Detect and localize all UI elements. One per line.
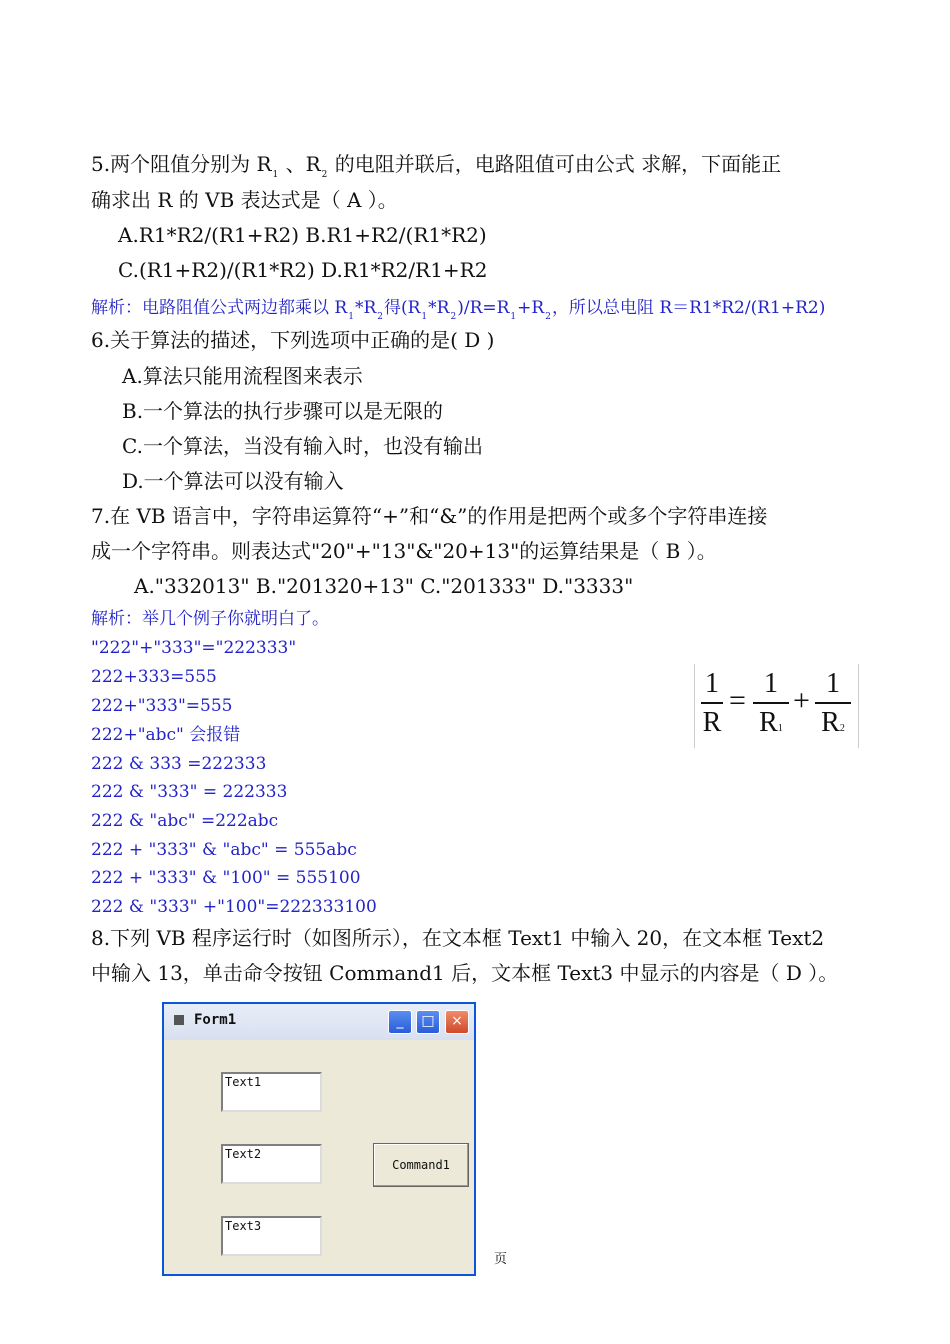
q5-options-ab: A.R1*R2/(R1+R2) B.R1+R2/(R1*R2) <box>118 223 487 247</box>
text2-textbox[interactable]: Text2 <box>221 1144 322 1184</box>
form-icon <box>174 1015 184 1025</box>
q5-line1 <box>91 150 781 189</box>
expl-text: *R <box>428 298 450 318</box>
expl-text: *R <box>354 298 377 318</box>
expl-text: )/R=R <box>457 298 510 318</box>
expl-text: 得(R <box>383 298 421 318</box>
parallel-resistance-formula <box>694 664 859 748</box>
numerator: 1 <box>826 668 840 699</box>
subscript: 1 <box>348 312 354 322</box>
subscript: 1 <box>272 170 279 180</box>
q5-line2: 确求出 R 的 VB 表达式是（ A ）。 <box>91 188 398 212</box>
numerator: 1 <box>705 668 719 699</box>
q7-expl-3: 222+"333"=555 <box>91 696 233 716</box>
q8-line2: 中输入 13，单击命令按钮 Command1 后，文本框 Text3 中显示的内容是（ D ）。 <box>91 961 839 985</box>
q6-stem: 6.关于算法的描述，下列选项中正确的是( D ) <box>91 328 495 352</box>
fraction-bar <box>701 702 723 704</box>
minimize-button[interactable]: _ <box>388 1010 412 1034</box>
subscript: 1 <box>777 723 783 734</box>
command1-button[interactable]: Command1 <box>373 1143 469 1187</box>
subscript: 1 <box>421 312 428 322</box>
plus-sign: + <box>793 684 810 717</box>
vb-form-window <box>162 1002 476 1276</box>
denominator: R <box>702 707 722 738</box>
subscript: 2 <box>450 312 457 322</box>
q7-expl-8: 222 + "333" & "abc" = 555abc <box>91 840 357 860</box>
q5-text: 的电阻并联后，电路阻值可由公式 求解，下面能正 <box>328 152 782 176</box>
q7-expl-2: 222+333=555 <box>91 667 217 687</box>
subscript: 1 <box>510 312 517 322</box>
q6-option-d: D.一个算法可以没有输入 <box>122 469 344 493</box>
expl-text: +R <box>517 298 545 318</box>
q7-expl-0: 解析：举几个例子你就明白了。 <box>91 609 329 629</box>
q7-expl-10: 222 & "333" +"100"=222333100 <box>91 897 377 917</box>
denominator <box>815 706 851 746</box>
q7-expl-4: 222+"abc" 会报错 <box>91 725 241 745</box>
window-title: Form1 <box>194 1012 237 1028</box>
denominator <box>753 706 789 746</box>
numerator: 1 <box>764 668 778 699</box>
q7-line1: 7.在 VB 语言中，字符串运算符“+”和“&”的作用是把两个或多个字符串连接 <box>91 504 768 528</box>
q7-expl-5: 222 & 333 =222333 <box>91 754 267 774</box>
q5-text: 5.两个阻值分别为 R <box>91 152 272 176</box>
fraction-1-over-r <box>701 668 723 740</box>
q5-text: 、R <box>279 152 321 176</box>
expl-text: 解析：电路阻值公式两边都乘以 R <box>91 298 348 318</box>
q7-expl-9: 222 + "333" & "100" = 555100 <box>91 868 361 888</box>
q7-expl-1: "222"+"333"="222333" <box>91 638 297 658</box>
q8-line1: 8.下列 VB 程序运行时（如图所示），在文本框 Text1 中输入 20，在文本框 Text2 <box>91 926 825 950</box>
q6-option-b: B.一个算法的执行步骤可以是无限的 <box>122 399 444 423</box>
text1-textbox[interactable]: Text1 <box>221 1072 322 1112</box>
subscript: 2 <box>321 170 328 180</box>
page-label: 页 <box>494 1252 508 1267</box>
subscript: 2 <box>545 312 551 322</box>
window-titlebar <box>164 1004 474 1040</box>
fraction-1-over-r2 <box>815 668 851 746</box>
q7-options: A."332013" B."201320+13" C."201333" D."3333" <box>134 574 634 598</box>
fraction-bar <box>815 702 851 704</box>
subscript: 2 <box>377 312 383 322</box>
q5-explanation <box>91 296 825 329</box>
close-button[interactable]: × <box>445 1010 469 1034</box>
expl-text: ，所以总电阻 R＝R1*R2/(R1+R2) <box>551 298 826 318</box>
q5-options-cd: C.(R1+R2)/(R1*R2) D.R1*R2/R1+R2 <box>118 258 488 282</box>
equals-sign: = <box>729 684 746 717</box>
text3-textbox[interactable]: Text3 <box>221 1216 322 1256</box>
q7-expl-6: 222 & "333" = 222333 <box>91 782 288 802</box>
maximize-button[interactable]: □ <box>416 1010 440 1034</box>
subscript: 2 <box>839 723 845 734</box>
q6-option-c: C.一个算法，当没有输入时，也没有输出 <box>122 434 483 458</box>
q6-option-a: A.算法只能用流程图来表示 <box>122 364 363 388</box>
q7-expl-7: 222 & "abc" =222abc <box>91 811 279 831</box>
r-symbol: R <box>759 707 778 738</box>
fraction-1-over-r1 <box>753 668 789 746</box>
r-symbol: R <box>821 707 840 738</box>
fraction-bar <box>753 702 789 704</box>
q7-line2: 成一个字符串。则表达式"20"+"13"&"20+13"的运算结果是（ B ）。 <box>91 539 717 563</box>
